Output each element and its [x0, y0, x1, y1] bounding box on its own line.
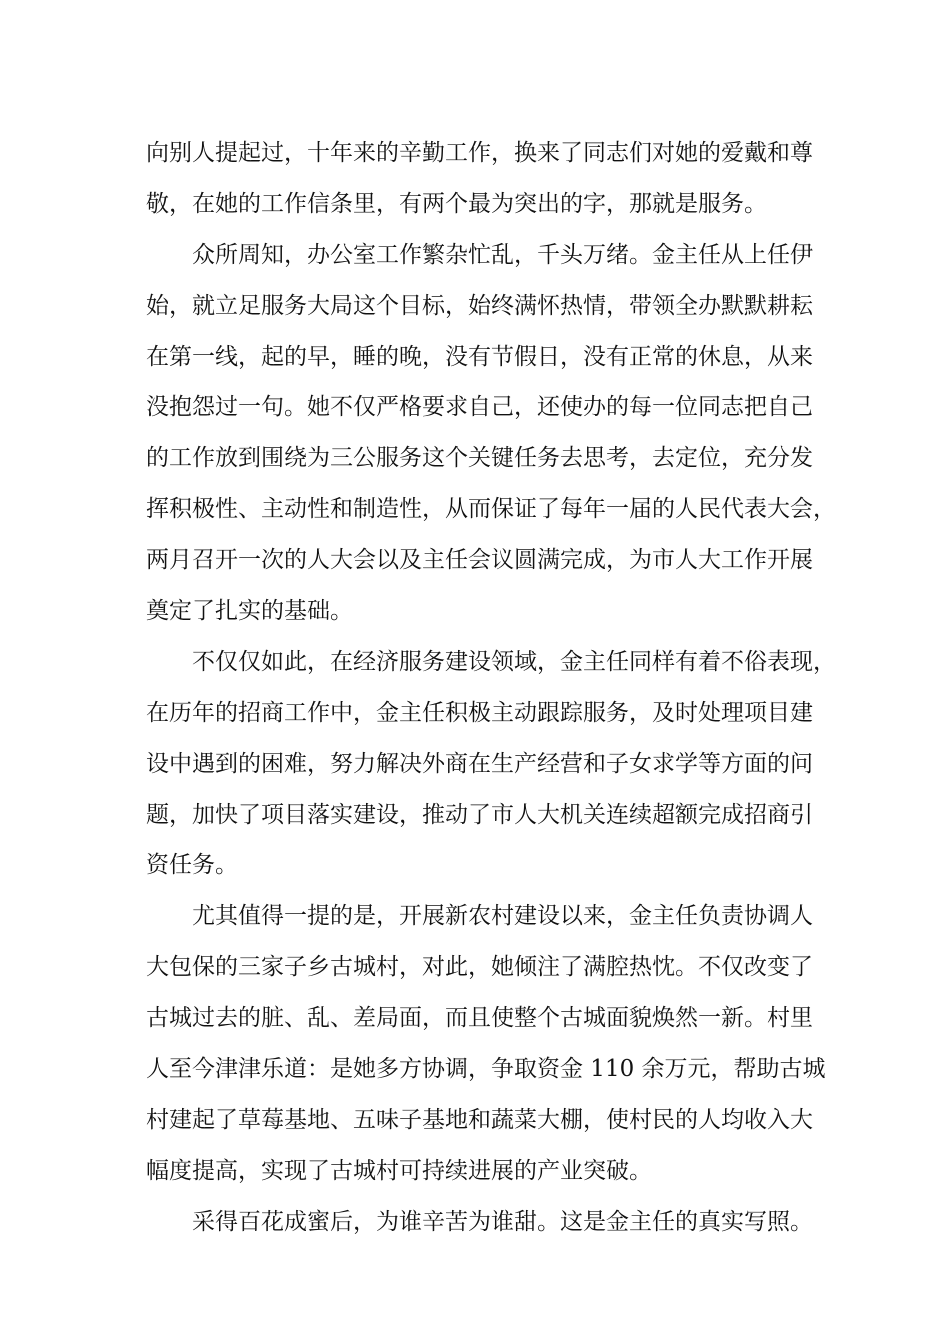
body-text	[146, 128, 836, 1248]
text-line: 奠定了扎实的基础。	[146, 598, 353, 625]
paragraph-first-line: 众所周知，办公室工作繁杂忙乱，千头万绪。金主任从上任伊	[192, 241, 813, 268]
text-line: 古城过去的脏、乱、差局面，而且使整个古城面貌焕然一新。村里	[146, 1005, 813, 1032]
text-line: 在历年的招商工作中，金主任积极主动跟踪服务，及时处理项目建	[146, 699, 813, 726]
text-line: 资任务。	[146, 852, 238, 879]
text-line: 挥积极性、主动性和制造性，从而保证了每年一届的人民代表大会，	[146, 496, 836, 523]
paragraph-first-line: 尤其值得一提的是，开展新农村建设以来，金主任负责协调人	[192, 903, 813, 930]
text-line: 的工作放到围绕为三公服务这个关键任务去思考，去定位，充分发	[146, 445, 813, 472]
text-line: 向别人提起过，十年来的辛勤工作，换来了同志们对她的爱戴和尊	[146, 140, 813, 166]
text-line: 大包保的三家子乡古城村，对此，她倾注了满腔热忱。不仅改变了	[146, 954, 813, 981]
text-line: 村建起了草莓基地、五味子基地和蔬菜大棚，使村民的人均收入大	[146, 1106, 813, 1133]
paragraph-first-line: 不仅仅如此，在经济服务建设领域，金主任同样有着不俗表现，	[192, 648, 836, 675]
text-line: 题，加快了项目落实建设，推动了市人大机关连续超额完成招商引	[146, 801, 813, 828]
text-line: 设中遇到的困难，努力解决外商在生产经营和子女求学等方面的问	[146, 750, 813, 777]
paragraph-first-line: 采得百花成蜜后，为谁辛苦为谁甜。这是金主任的真实写照。	[192, 1208, 813, 1235]
text-line: 没抱怨过一句。她不仅严格要求自己，还使办的每一位同志把自己	[146, 394, 813, 421]
text-line: 两月召开一次的人大会以及主任会议圆满完成，为市人大工作开展	[146, 547, 813, 574]
text-line: 在第一线，起的早，睡的晚，没有节假日，没有正常的休息，从来	[146, 343, 813, 370]
text-line: 始，就立足服务大局这个目标，始终满怀热情，带领全办默默耕耘	[146, 292, 813, 319]
text-line: 人至今津津乐道：是她多方协调，争取资金 110 余万元，帮助古城	[146, 1056, 826, 1083]
text-line: 幅度提高，实现了古城村可持续进展的产业突破。	[146, 1157, 652, 1184]
text-line: 敬，在她的工作信条里，有两个最为突出的字，那就是服务。	[146, 190, 767, 217]
